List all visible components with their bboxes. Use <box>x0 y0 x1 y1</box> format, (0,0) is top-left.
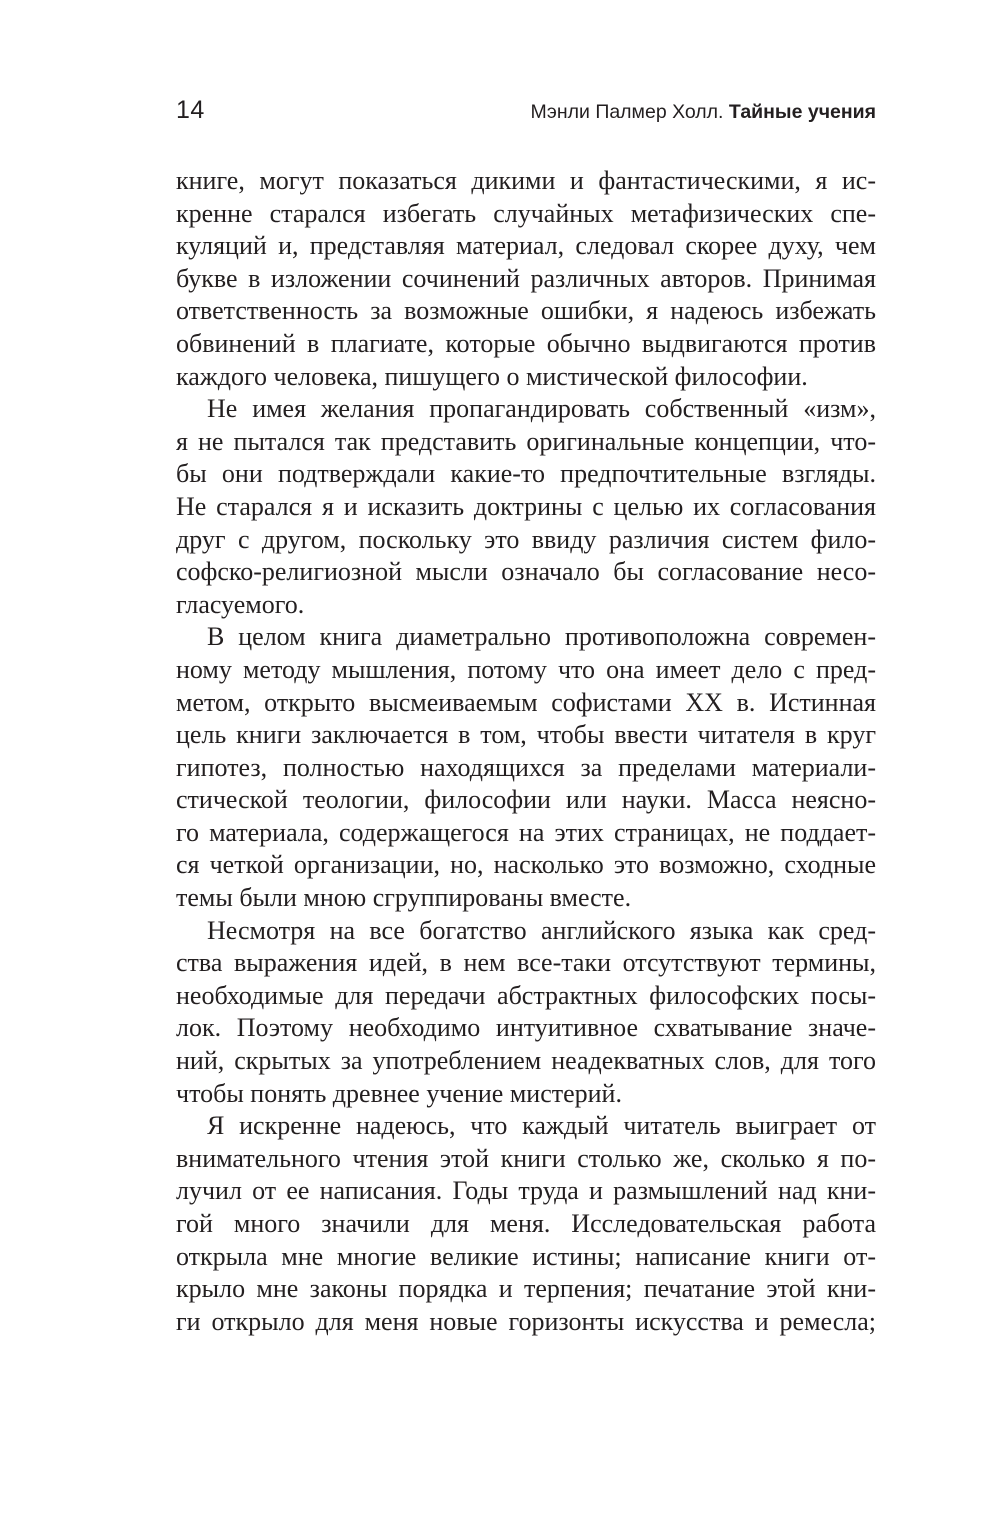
running-title <box>530 101 876 124</box>
text-line: ному методу мышления, потому что она имеет дело с пред- <box>176 654 876 684</box>
text-line: лок. Поэтому необходимо интуитивное схватывание значе- <box>176 1013 876 1043</box>
text-line: гой много значили для меня. Исследовательская работа <box>176 1209 876 1238</box>
text-line: каждого человека, пишущего о мистической философии. <box>176 361 808 391</box>
text-line: внимательного чтения этой книги столько же, сколько я по- <box>176 1143 876 1173</box>
body-text <box>176 165 876 1338</box>
text-line: кренне старался избегать случайных метафизических спе- <box>176 198 876 228</box>
text-line: бы они подтверждали какие-то предпочтительные взгляды. <box>176 459 876 489</box>
running-title-author: Мэнли Палмер Холл. <box>530 101 724 123</box>
text-line: необходимые для передачи абстрактных философских посы- <box>176 980 876 1010</box>
text-line: ответственность за возможные ошибки, я надеюсь избежать <box>176 296 876 326</box>
text-line: друг с другом, поскольку это ввиду различия систем фило- <box>176 524 876 554</box>
text-line: гласуемого. <box>176 589 305 619</box>
text-line: ний, скрытых за употреблением неадекватных слов, для того <box>176 1046 876 1076</box>
text-line: стической теологии, философии или науки. Масса неясно- <box>176 785 876 815</box>
text-line: софско-религиозной мысли означало бы согласование несо- <box>176 557 876 587</box>
text-line: книге, могут показаться дикими и фантастическими, я ис- <box>176 166 876 195</box>
text-line: В целом книга диаметрально противоположна современ- <box>207 622 876 652</box>
text-line: обвинений в плагиате, которые обычно выдвигаются против <box>176 328 876 358</box>
text-line: лучил от ее написания. Годы труда и размышлений над кни- <box>176 1176 876 1206</box>
text-line: го материала, содержащегося на этих страницах, не поддает- <box>176 817 876 847</box>
page-number: 14 <box>176 96 205 124</box>
text-line: куляций и, представляя материал, следовал скорее духу, чем <box>176 231 876 261</box>
text-line: открыла мне многие великие истины; написание книги от- <box>176 1241 876 1271</box>
running-title-book: Тайные учения <box>728 101 876 123</box>
text-line: темы были мною сгруппированы вместе. <box>176 883 632 913</box>
text-line: Я искренне надеюсь, что каждый читатель выиграет от <box>207 1111 876 1141</box>
text-line: Не старался я и исказить доктрины с целью их согласования <box>176 491 876 521</box>
running-header <box>176 96 876 130</box>
text-line: метом, открыто высмеиваемым софистами XX в. Истинная <box>176 687 876 717</box>
text-line: я не пытался так представить оригинальные концепции, что- <box>176 426 876 456</box>
text-line: крыло мне законы порядка и терпения; печатание этой кни- <box>176 1274 876 1304</box>
text-line: цель книги заключается в том, чтобы ввести читателя в круг <box>176 720 876 750</box>
text-line: Несмотря на все богатство английского языка как сред- <box>207 915 876 945</box>
text-line: ги открыло для меня новые горизонты искусства и ремесла; <box>176 1306 876 1336</box>
text-line: ства выражения идей, в нем все-таки отсутствуют термины, <box>176 948 876 978</box>
text-line: чтобы понять древнее учение мистерий. <box>176 1078 622 1108</box>
text-line: букве в изложении сочинений различных авторов. Принимая <box>176 263 876 293</box>
text-line: ся четкой организации, но, насколько это возможно, сходные <box>176 850 876 880</box>
text-line: гипотез, полностью находящихся за пределами материали- <box>176 752 876 782</box>
text-line: Не имея желания пропагандировать собственный «изм», <box>207 394 876 424</box>
